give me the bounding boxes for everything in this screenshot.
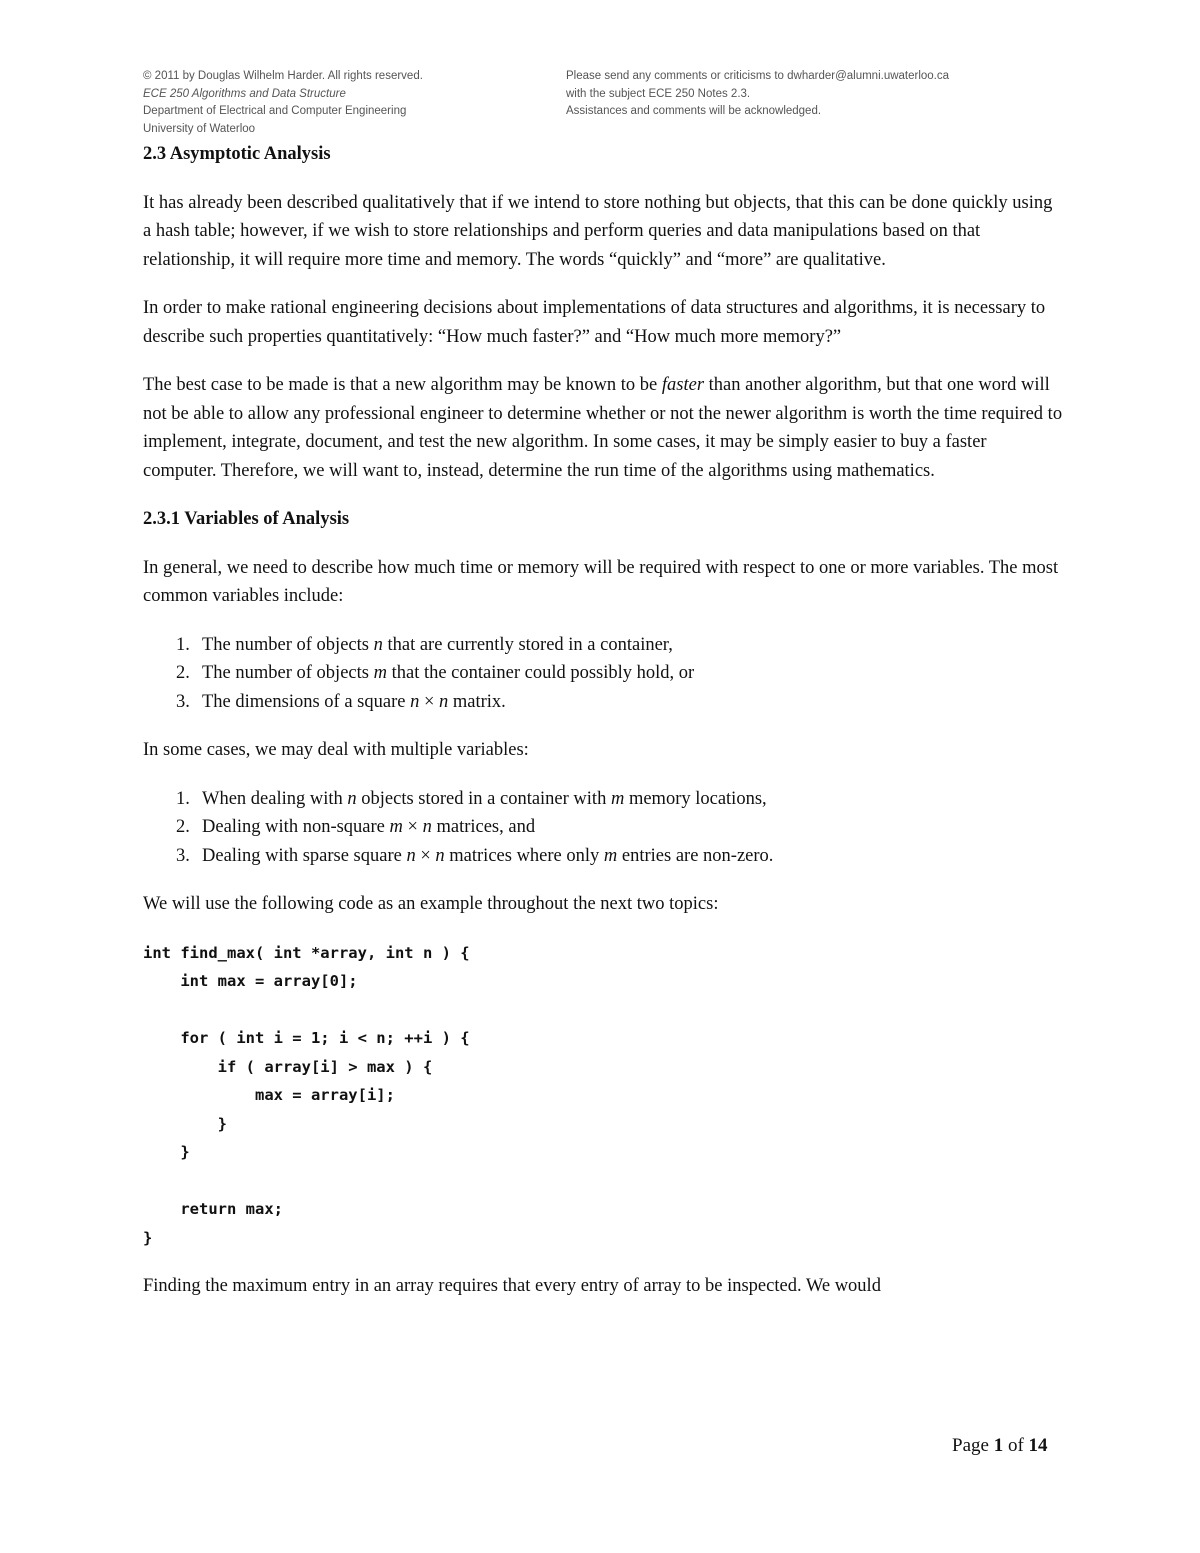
subject-line: with the subject ECE 250 Notes 2.3. [566, 87, 751, 100]
subsection-title: 2.3.1 Variables of Analysis [143, 509, 350, 529]
list-item: 1. The number of objects n that are currently stored in a container, [176, 634, 673, 655]
emphasis: faster [661, 375, 705, 395]
paragraph: In general, we need to describe how much time or memory will be required with respect to one or more variables. The most common variables include: [143, 557, 1059, 606]
list-item: 3. The dimensions of a square n × n matrix. [176, 691, 506, 712]
list-item: 1. When dealing with n objects stored in a container with m memory locations, [176, 788, 767, 809]
header-right [566, 68, 949, 121]
document-body [143, 140, 1063, 1321]
page-number: Page 1 of 14 [952, 1435, 1048, 1456]
university-line: University of Waterloo [143, 122, 256, 135]
comments-line: Please send any comments or criticisms to dwharder@alumni.uwaterloo.ca [566, 70, 950, 82]
paragraph: In order to make rational engineering decisions about implementations of data structures and algorithms, it is necessary to describe such properties quantitatively: “How much faster?” and “How much more memory?” [143, 298, 1046, 347]
list-item: 2. Dealing with non-square m × n matrices, and [176, 817, 536, 837]
list-item: 2. The number of objects m that the container could possibly hold, or [176, 663, 695, 683]
code-line: max = array[i]; [143, 1086, 395, 1104]
section-title: 2.3 Asymptotic Analysis [143, 144, 331, 164]
code-line: if ( array[i] > max ) { [143, 1057, 433, 1076]
multiple-variables-list [143, 785, 1063, 871]
acknowledgement-line: Assistances and comments will be acknowledged. [566, 105, 822, 117]
list-item: 3. Dealing with sparse square n × n matrices where only m entries are non-zero. [176, 845, 774, 866]
paragraph: The best case to be made is that a new algorithm may be known to be faster than another algorithm, but that one word will not be able to allow any professional engineer to determine whether or not the newer algorithm is worth the time required to implement, integrate, document, and test the new algorithm. In some cases, it may be simply easier to buy a faster computer. Therefore, we will want to, instead, determine the run time of the algorithms using mathematics. [143, 375, 1063, 481]
paragraph: Finding the maximum entry in an array requires that every entry of array to be inspected. We would [143, 1276, 881, 1296]
code-line: int find_max( int *array, int n ) { [143, 943, 470, 962]
code-line [143, 1167, 1063, 1196]
course-line: ECE 250 Algorithms and Data Structure [143, 87, 346, 100]
variables-list [143, 631, 1063, 717]
code-line: return max; [143, 1200, 283, 1218]
code-line [143, 996, 1063, 1025]
header-left [143, 68, 423, 138]
code-line: } [143, 1143, 190, 1161]
code-line: for ( int i = 1; i < n; ++i ) { [143, 1029, 470, 1047]
code-block [143, 939, 1063, 1253]
paragraph: We will use the following code as an example throughout the next two topics: [143, 894, 719, 914]
department-line: Department of Electrical and Computer Engineering [143, 105, 407, 117]
code-line: } [143, 1114, 227, 1133]
code-line: } [143, 1228, 153, 1247]
copyright-line: © 2011 by Douglas Wilhelm Harder. All rights reserved. [143, 70, 423, 82]
paragraph: It has already been described qualitatively that if we intend to store nothing but objects, that this can be done quickly using a hash table; however, if we wish to store relationships and perform queries and data manipulations based on that relationship, it will require more time and memory. The words “quickly” and “more” are qualitative. [143, 192, 1053, 270]
code-line: int max = array[0]; [143, 972, 358, 990]
paragraph: In some cases, we may deal with multiple variables: [143, 740, 529, 760]
